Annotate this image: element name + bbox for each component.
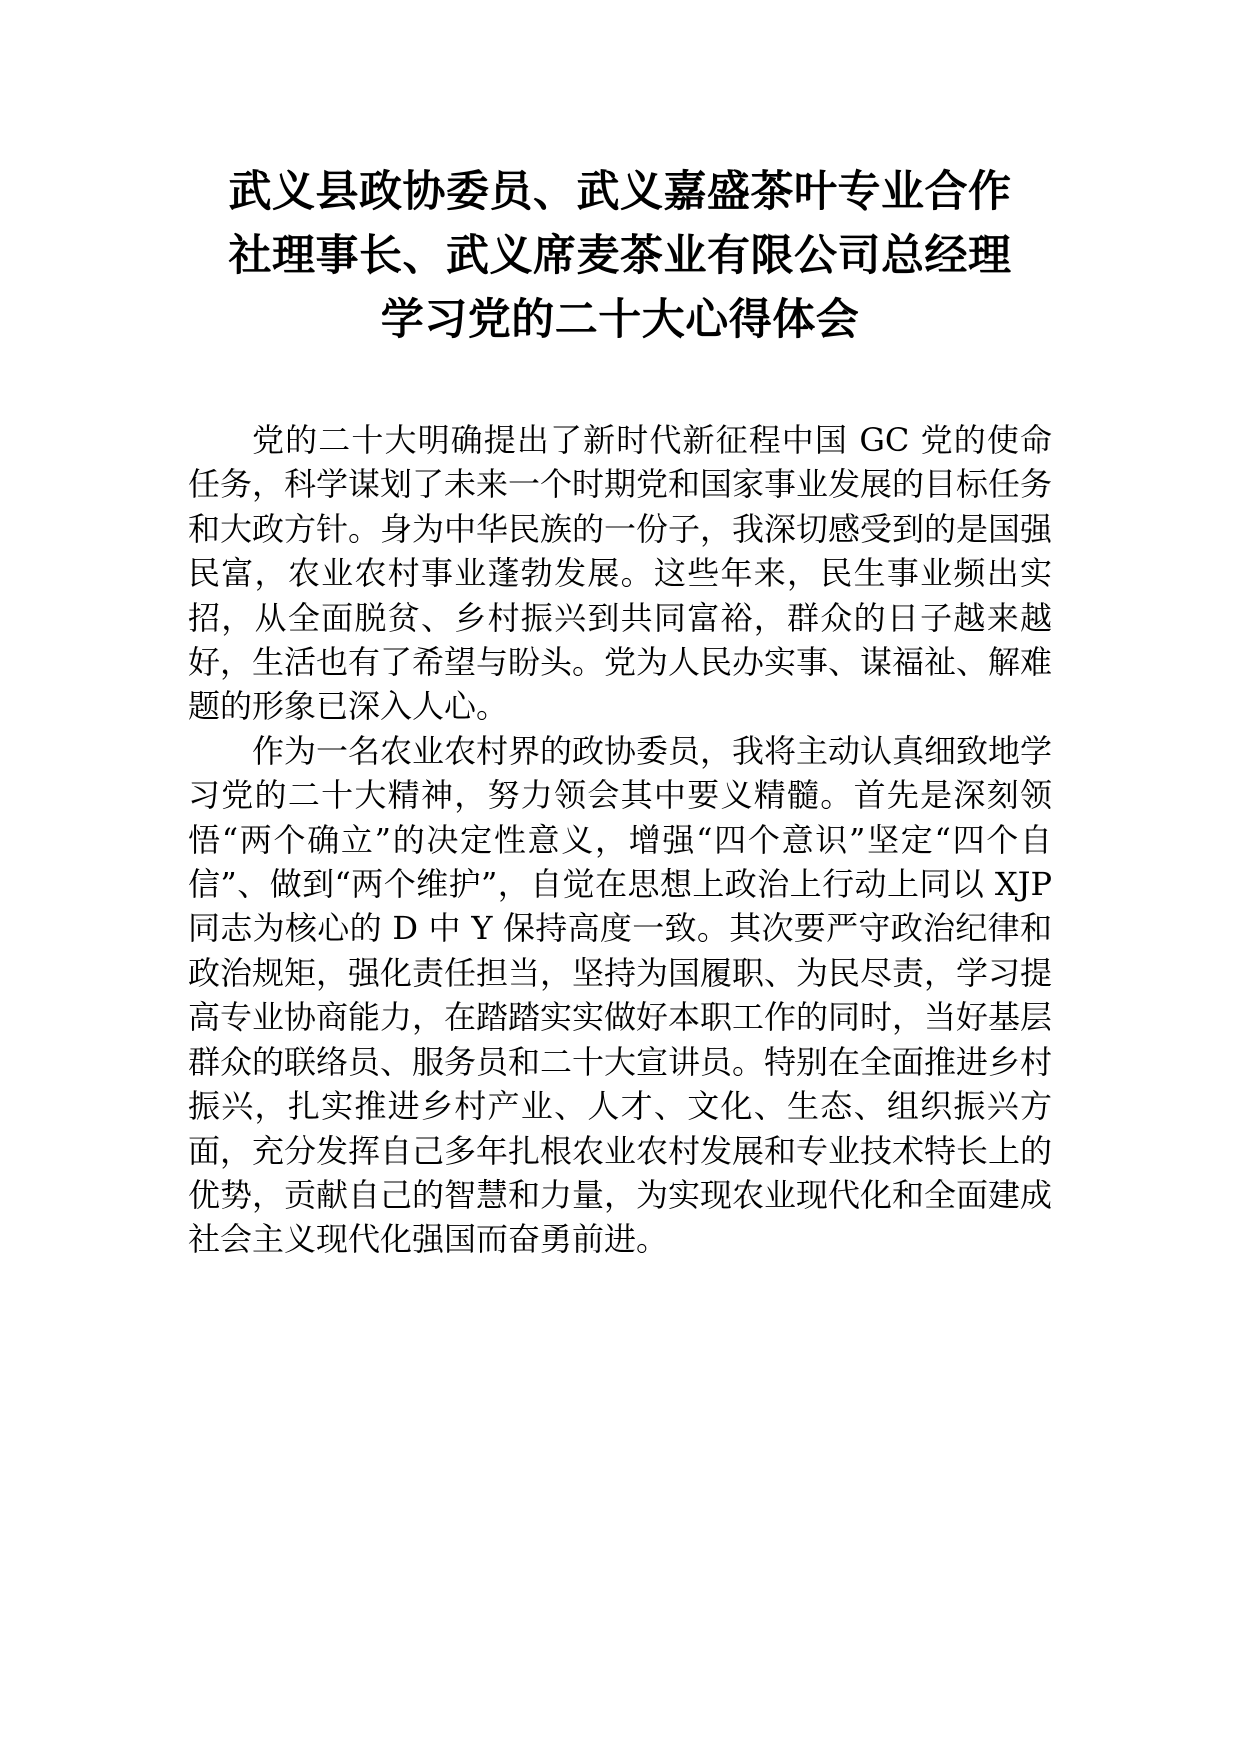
body-paragraph-2: 作为一名农业农村界的政协委员，我将主动认真细致地学习党的二十大精神，努力领会其中要义精髓。首先是深刻领悟“两个确立”的决定性意义，增强“四个意识”坚定“四个自信”、做到“两个维护”，自觉在思想上政治上行动上同以 XJP 同志为核心的 D 中 Y 保持高度一致。其次要严守政治纪律和政治规矩，强化责任担当，坚持为国履职、为民尽责，学习提高专业协商能力，在踏踏实实做好本职工作的同时，当好基层群众的联络员、服务员和二十大宣讲员。特别在全面推进乡村振兴，扎实推进乡村产业、人才、文化、生态、组织振兴方面，充分发挥自己多年扎根农业农村发展和专业技术特长上的优势，贡献自己的智慧和力量，为实现农业现代化和全面建成社会主义现代化强国而奋勇前进。 [188,731,1053,1259]
title-line-2: 社理事长、武义席麦茶业有限公司总经理 [228,231,1012,281]
document-body [188,418,1052,1262]
title-line-3: 学习党的二十大心得体会 [380,295,860,345]
document-title [180,160,1060,352]
body-paragraph-1: 党的二十大明确提出了新时代新征程中国 GC 党的使命任务，科学谋划了未来一个时期党和国家事业发展的目标任务和大政方针。身为中华民族的一份子，我深切感受到的是国强民富，农业农村事业蓬勃发展。这些年来，民生事业频出实招，从全面脱贫、乡村振兴到共同富裕，群众的日子越来越好，生活也有了希望与盼头。党为人民办实事、谋福祉、解难题的形象已深入人心。 [188,421,1053,726]
title-line-1: 武义县政协委员、武义嘉盛茶叶专业合作 [228,167,1012,217]
